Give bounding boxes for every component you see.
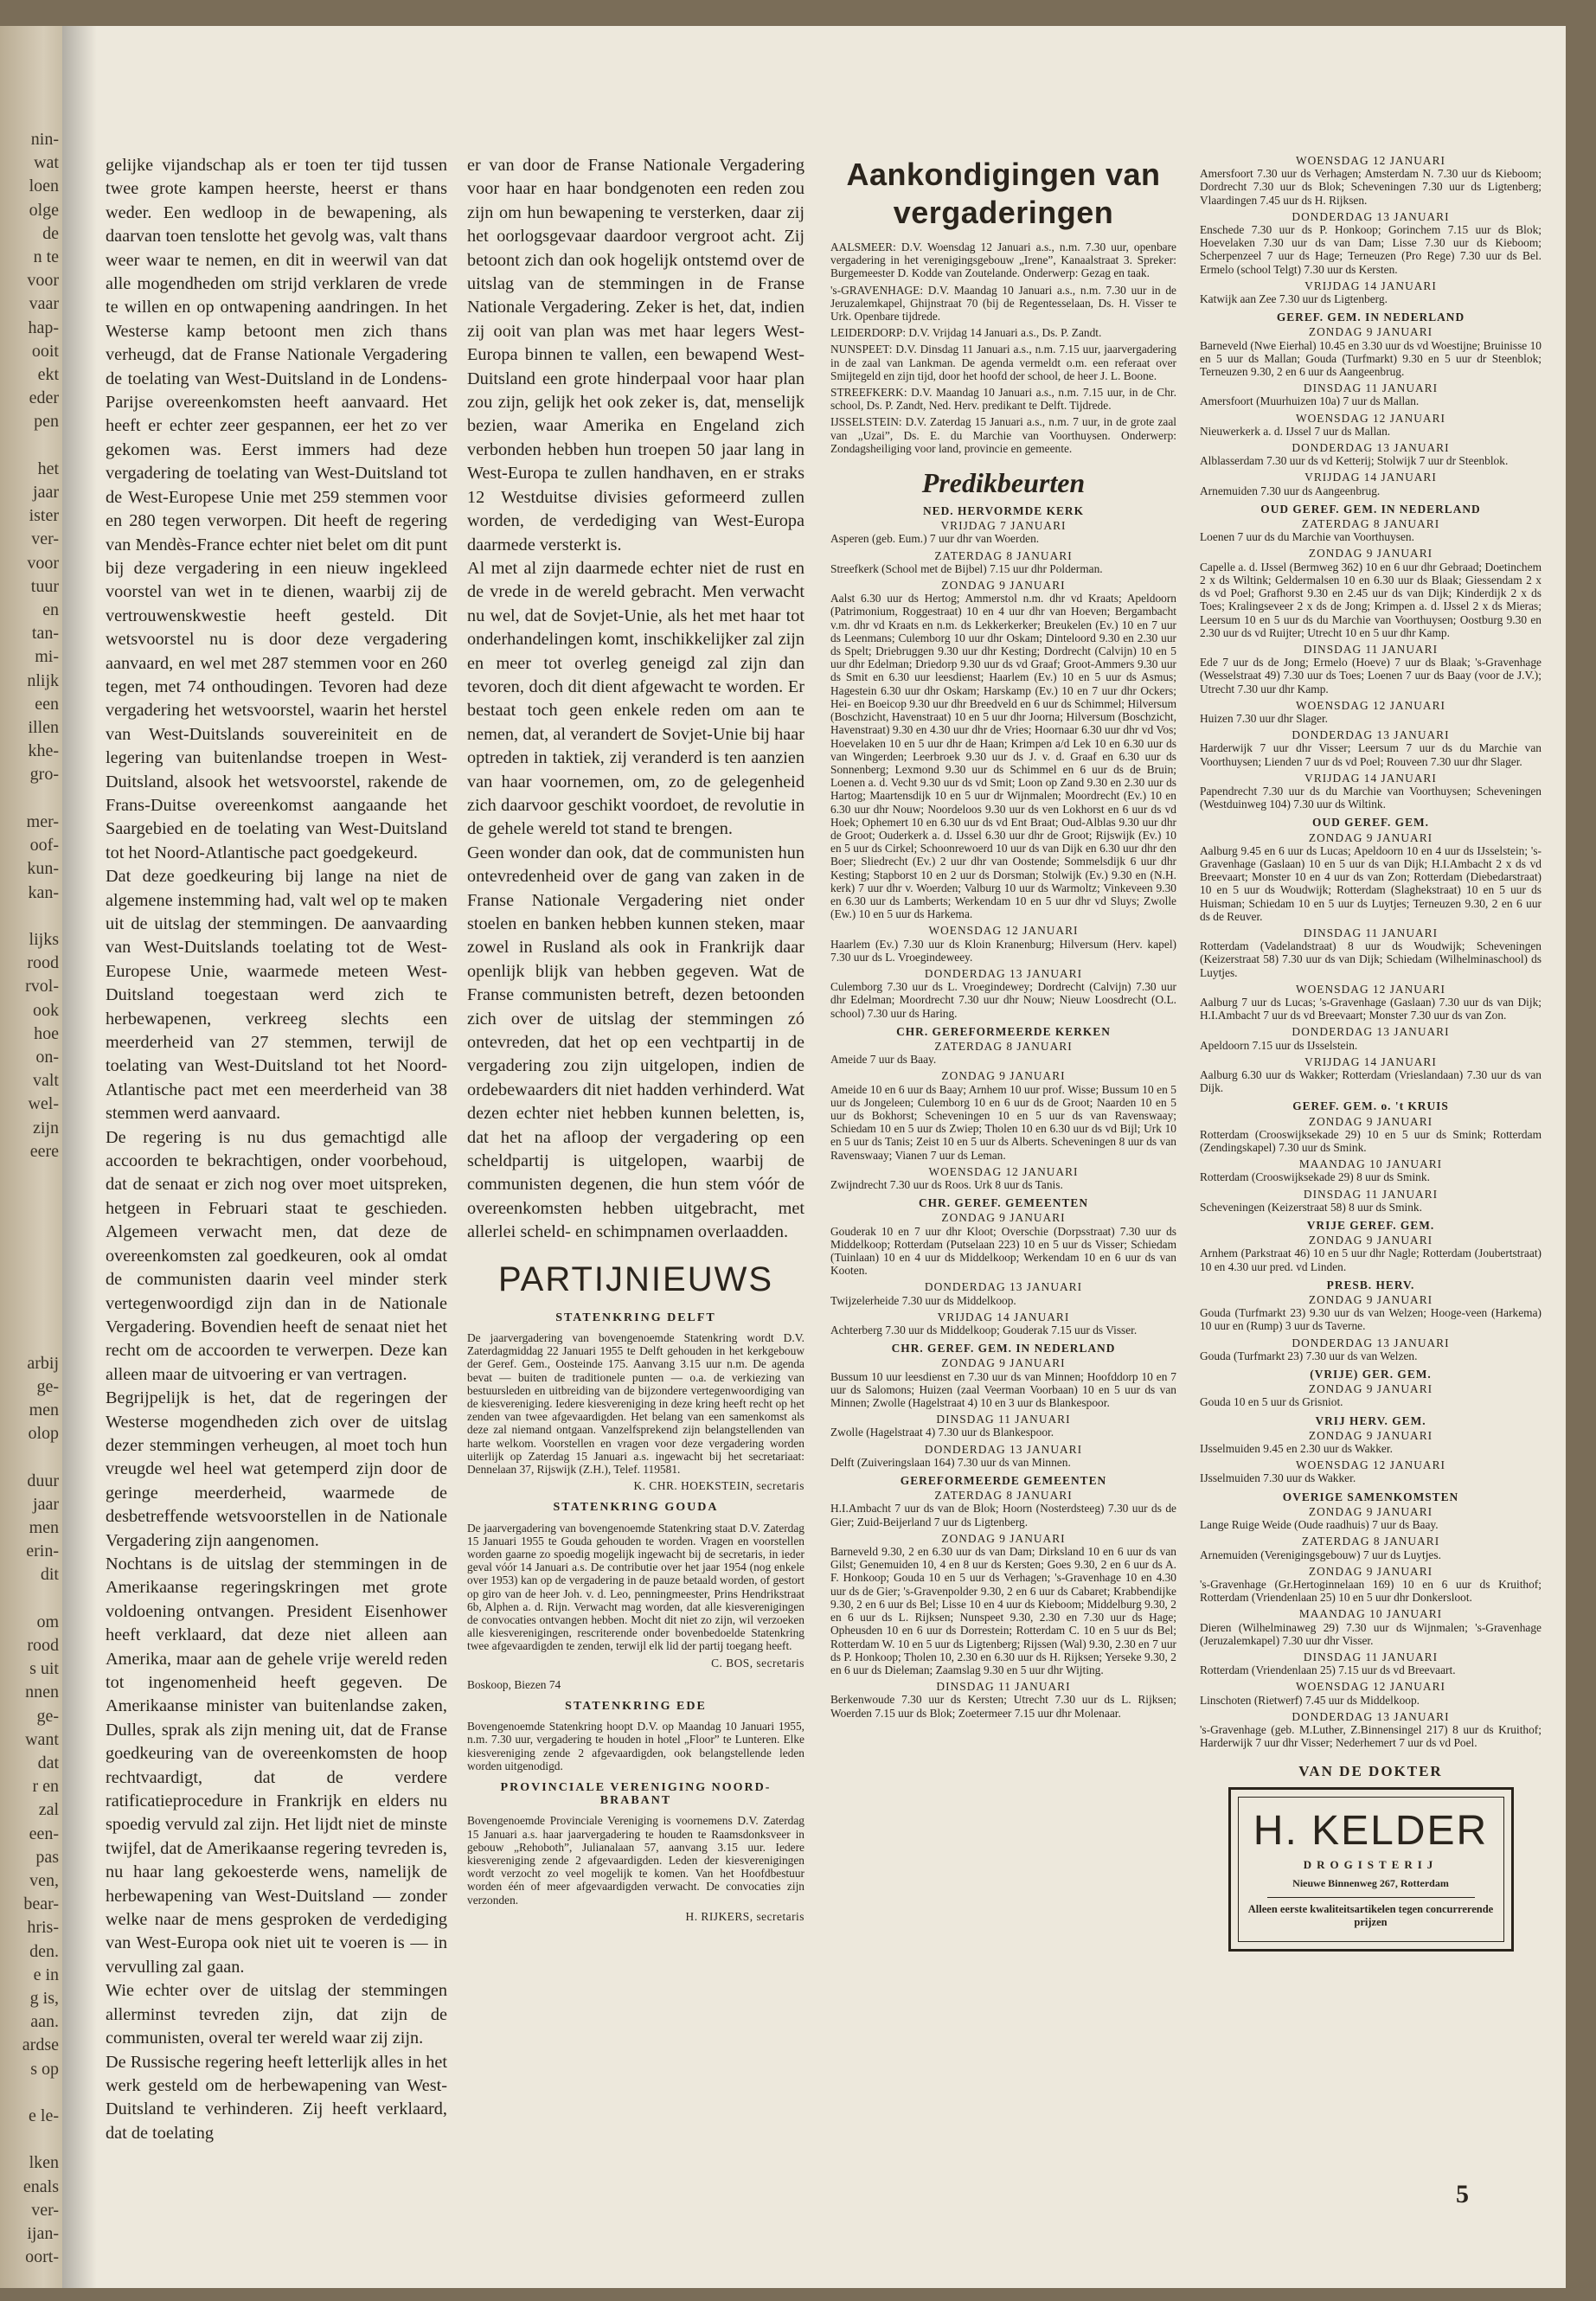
column-4 xyxy=(1200,154,1542,1952)
service-listing: Enschede 7.30 uur ds P. Honkoop; Gorinchem 7.15 uur ds Blok; Hoevelaken 7.30 uur ds van Dam; Lisse 7.30 uur ds Kieboom; Scherpenzeel 7 uur ds Hage; Terneuzen (Pro Rege) 7.30 uur ds Bel. Ermelo (school Telgt) 7.30 uur ds Kersten. xyxy=(1200,223,1542,276)
edge-fragment: jaar xyxy=(33,483,59,503)
day-heading: DONDERDAG 13 JANUARI xyxy=(1292,1025,1450,1039)
announcement-entry: 's-GRAVENHAGE: D.V. Maandag 10 Januari a.s., n.m. 7.30 uur in de Jeruzalemkapel, Ghijnstraat 70 (bij de Regentesselaan, Ds. H. Visser te Urk. Openbare tijdrede. xyxy=(830,283,1176,324)
edge-fragment xyxy=(0,1587,62,1611)
edge-fragment: ver- xyxy=(31,529,59,549)
edge-fragment: hap- xyxy=(28,317,59,337)
edge-fragment: voor xyxy=(27,553,59,573)
edge-fragment: wat xyxy=(34,153,59,173)
edge-fragment: en xyxy=(42,600,59,620)
announcement-entry: AALSMEER: D.V. Woensdag 12 Januari a.s., n.m. 7.30 uur, openbare vergadering in het verenigingsgebouw „Irene”, Kanaalstraat 3. Spreker: Burgemeester D. Kodde van Zoutelande. Onderwerp: Gezag en taak. xyxy=(830,240,1176,280)
edge-fragment: lijks xyxy=(29,929,59,949)
article-continuation-2 xyxy=(467,154,804,1245)
edge-fragment: een- xyxy=(29,1823,59,1843)
article-paragraph: Begrijpelijk is het, dat de regeringen der Westerse mogendheden zich over de uitslag dezer stemmingen verheugen, al moet toch hun vreugde wel heel wat getemperd zijn door de geringe meerderheid, waarmede de desbetreffende wetsvoorstellen in de Nationale Vergadering zijn aangenomen. xyxy=(106,1388,447,1550)
edge-fragment: want xyxy=(25,1729,59,1749)
day-heading: ZONDAG 9 JANUARI xyxy=(1308,1428,1433,1442)
advert-inner xyxy=(1238,1797,1504,1942)
article-continuation xyxy=(106,154,447,2145)
church-heading: OUD GEREF. GEM. xyxy=(1311,816,1430,830)
day-heading: ZATERDAG 8 JANUARI xyxy=(1301,1535,1440,1548)
edge-fragment: vaar xyxy=(29,294,59,314)
service-listing: Twijzelerheide 7.30 uur ds Middelkoop. xyxy=(830,1293,1016,1307)
day-heading: ZONDAG 9 JANUARI xyxy=(941,579,1066,593)
edge-fragment: tan- xyxy=(31,624,59,644)
day-heading: ZONDAG 9 JANUARI xyxy=(941,1356,1066,1370)
service-listing: Asperen (geb. Eum.) 7 uur dhr van Woerden. xyxy=(830,532,1040,546)
section-heading: STATENKRING DELFT xyxy=(555,1311,716,1324)
section-heading: STATENKRING GOUDA xyxy=(553,1501,719,1515)
day-heading: ZONDAG 9 JANUARI xyxy=(941,1211,1066,1225)
day-heading: ZONDAG 9 JANUARI xyxy=(1308,1293,1433,1307)
day-heading: WOENSDAG 12 JANUARI xyxy=(1296,698,1445,712)
service-listing: Zwolle (Hagelstraat 4) 7.30 uur ds Blankespoor. xyxy=(830,1426,1054,1439)
day-heading: ZATERDAG 8 JANUARI xyxy=(934,1489,1073,1503)
section-signature: C. BOS, secretaris xyxy=(711,1656,804,1670)
day-heading: VRIJDAG 14 JANUARI xyxy=(1304,471,1437,484)
day-heading: DINSDAG 11 JANUARI xyxy=(1303,1187,1439,1201)
service-listing: Berkenwoude 7.30 uur ds Kersten; Utrecht 7.30 uur ds L. Rijksen; Woerden 7.15 uur ds Blok; Zoetermeer 7.15 uur dhr Molenaar. xyxy=(830,1693,1176,1720)
service-listing: Ameide 7 uur ds Baay. xyxy=(830,1053,937,1067)
service-listing: Amersfoort 7.30 uur ds Verhagen; Amsterdam N. 7.30 uur ds Kieboom; Dordrecht 7.30 uur ds Blok; Scheveningen 7.30 uur ds Ligtenberg; Vlaardingen 7.45 uur ds H. Rijksen. xyxy=(1200,167,1542,207)
day-heading: DINSDAG 11 JANUARI xyxy=(936,1413,1071,1426)
advert-address: Nieuwe Binnenweg 267, Rotterdam xyxy=(1292,1877,1449,1890)
service-listing: Streefkerk (School met de Bijbel) 7.15 uur dhr Polderman. xyxy=(830,561,1103,575)
edge-fragment: ge- xyxy=(36,1706,59,1726)
church-heading: (VRIJE) GER. GEM. xyxy=(1310,1368,1432,1381)
service-listing: Loenen 7 uur ds du Marchie van Voorthuysen. xyxy=(1200,530,1414,544)
edge-fragment: rood xyxy=(27,953,59,973)
service-listing: Scheveningen (Keizerstraat 58) 8 uur ds Smink. xyxy=(1200,1200,1422,1214)
edge-fragment: erin- xyxy=(26,1541,59,1561)
day-heading: DINSDAG 11 JANUARI xyxy=(1303,1650,1439,1663)
edge-fragment: pen xyxy=(34,412,59,432)
service-listing: Arnemuiden 7.30 uur ds Aangeenbrug. xyxy=(1200,484,1381,497)
edge-spacer xyxy=(0,26,62,128)
service-listing: Aalburg 6.30 uur ds Wakker; Rotterdam (Vrieslandaan) 7.30 uur ds van Dijk. xyxy=(1200,1068,1542,1095)
service-listing: Capelle a. d. IJssel (Bermweg 362) 10 en 6 uur dhr Gebraad; Doetinchem 2 x ds Wiltink; Geldermalsen 10 en 6.30 uur ds Blaak; Giessendam 2 x ds vd Poel; Grafhorst 9.30 en 2.45 uur ds van Dijk; Kinderdijk 2 x ds Toes; Kralingseveer 2 x ds de Jong; Krimpen a. d. IJssel 2 x ds Mieras; Leersum 10 en 5 uur ds du Marchie van Voorthuysen; Oostburg 9.30 en 2.30 uur ds vd Ruijter; Utrecht 10 en 5 uur dhr Kamp. xyxy=(1200,560,1542,639)
church-heading: OUD GEREF. GEM. IN NEDERLAND xyxy=(1260,502,1481,516)
day-heading: VRIJDAG 14 JANUARI xyxy=(1304,1054,1437,1068)
edge-fragment: pas xyxy=(35,1847,59,1867)
service-listing: Aalburg 7 uur ds Lucas; 's-Gravenhage (Gaslaan) 7.30 uur ds van Dijk; H.I.Ambacht 7 uur ds vd Breevaart; Monster 7.30 uur ds van Zon. xyxy=(1200,995,1542,1022)
edge-fragment: n te xyxy=(33,247,59,267)
service-listing: Harderwijk 7 uur dhr Visser; Leersum 7 uur ds du Marchie van Voorthuysen; Lienden 7 uur ds vd Poel; Rouveen 7.30 uur dhr Slager. xyxy=(1200,741,1542,768)
day-heading: WOENSDAG 12 JANUARI xyxy=(928,1164,1079,1178)
edge-fragment: g is, xyxy=(29,1989,59,2009)
edge-fragment: s uit xyxy=(29,1659,59,1679)
day-heading: ZATERDAG 8 JANUARI xyxy=(1301,517,1440,531)
article-paragraph: Geen wonder dan ook, dat de communisten hun ontevredenheid over de gang van zaken in de Franse Nationale Vergadering niet onder stoelen en banken hebben kunnen steken, maar zowel in Rusland als ook in Frankrijk daar openlijk blijk van hebben gegeven. Wat de Franse communisten betreft, dezen betoonden zich over de uitslag der stemmingen zó ontevreden, dat het op een vechtpartij in de vergadering zou zijn uitgelopen, indien de ordebewaarders dit niet hadden verhinderd. Wat dezen echter niet hebben kunnen beletten, is, dat het na afloop der vergadering op een scheldpartij is uitgelopen, waarbij de communisten degenen, die hun stem vóór de overeenkomsten hebben uitgebracht, met allerlei scheld- en schimpnamen overlaadden. xyxy=(467,843,804,1242)
church-heading: NED. HERVORMDE KERK xyxy=(922,504,1085,518)
day-heading: ZONDAG 9 JANUARI xyxy=(941,1069,1066,1083)
edge-fragment: hoe xyxy=(34,1023,59,1043)
edge-fragment: r en xyxy=(32,1777,59,1797)
service-listing: Dieren (Wilhelminaweg 29) 7.30 uur ds Wijnmalen; 's-Gravenhage (Jeruzalemkapel) 7.30 uur dhr Visser. xyxy=(1200,1620,1542,1647)
day-heading: ZONDAG 9 JANUARI xyxy=(1308,1382,1433,1396)
predikbeurten-blocks xyxy=(830,504,1176,1720)
edge-fragment: bear- xyxy=(23,1894,59,1914)
service-listing: Rotterdam (Crooswijksekade 29) 8 uur ds Smink. xyxy=(1200,1170,1430,1184)
article-paragraph: De regering is nu dus gemachtigd alle accoorden te bekrachtigen, onder voorbehoud, dat de senaat er zich nog over moet uitspreken, hetgeen in Februari staat te geschieden. Algemeen verwacht men, dat deze de overeenkomsten zal goedkeuren, ook al omdat de communisten daarin veel minder sterk vertegenwoordigd zijn dan in de Nationale Vergadering. Bovendien heeft de senaat niet het recht om de accoorden te verwerpen. Deze kan alleen maar de uitvoering er van vertragen. xyxy=(106,1127,447,1384)
edge-fragment xyxy=(0,1258,62,1281)
day-heading: WOENSDAG 12 JANUARI xyxy=(1296,411,1445,425)
service-listing: Gouda (Turfmarkt 23) 7.30 uur ds van Welzen. xyxy=(1200,1349,1418,1362)
column-2 xyxy=(467,154,804,1932)
page-number: 5 xyxy=(1456,2180,1469,2208)
day-heading: DINSDAG 11 JANUARI xyxy=(936,1680,1071,1694)
service-listing: Katwijk aan Zee 7.30 uur ds Ligtenberg. xyxy=(1200,292,1388,306)
edge-fragment: ge- xyxy=(36,1376,59,1396)
service-listing: IJsselmuiden 9.45 en 2.30 uur ds Wakker. xyxy=(1200,1442,1393,1456)
advert-box xyxy=(1228,1787,1514,1952)
day-heading: VRIJDAG 7 JANUARI xyxy=(940,519,1067,533)
edge-fragment xyxy=(0,787,62,811)
section-heading: STATENKRING EDE xyxy=(565,1699,707,1713)
church-heading: PRESB. HERV. xyxy=(1326,1278,1415,1292)
edge-fragment: den. xyxy=(29,1941,59,1961)
edge-fragment: duur xyxy=(27,1471,59,1490)
day-heading: MAANDAG 10 JANUARI xyxy=(1298,1157,1443,1171)
day-heading: WOENSDAG 12 JANUARI xyxy=(1296,982,1445,996)
edge-fragment: oof- xyxy=(29,836,59,856)
service-listing: Haarlem (Ev.) 7.30 uur ds Kloin Kranenburg; Hilversum (Herv. kapel) 7.30 uur ds L. Vroegindeweey. xyxy=(830,937,1176,964)
column-3 xyxy=(830,156,1176,1723)
edge-fragment: zijn xyxy=(33,1118,59,1138)
edge-fragment: s op xyxy=(30,2059,59,2079)
day-heading: ZATERDAG 8 JANUARI xyxy=(934,1039,1073,1053)
edge-fragment: lken xyxy=(29,2153,59,2173)
day-heading: DINSDAG 11 JANUARI xyxy=(1303,642,1439,656)
service-listing: Gouderak 10 en 7 uur dhr Kloot; Overschie (Dorpsstraat) 7.30 uur ds Middelkoop; Rotterdam (Putselaan 223) 10 en 5 uur ds Visser; Schiedam (Tuinlaan) 10 en 4 uur ds Middelkoop; Werkendam 10 en 6 uur ds van Kooten. xyxy=(830,1224,1176,1278)
article-paragraph: Wie echter over de uitslag der stemmingen allerminst tevreden zijn, dat zijn de communisten, overal ter wereld waar zij zijn. xyxy=(106,1981,447,2048)
day-heading: WOENSDAG 12 JANUARI xyxy=(928,924,1079,938)
day-heading: WOENSDAG 12 JANUARI xyxy=(1296,1680,1445,1694)
edge-fragment: ver- xyxy=(31,2200,59,2220)
edge-fragment xyxy=(0,1210,62,1234)
edge-fragment: jaar xyxy=(33,1494,59,1514)
advert-name: H. KELDER xyxy=(1253,1808,1489,1855)
partijnieuws-title: PARTIJNIEUWS xyxy=(497,1259,774,1298)
advert-tagline: Alleen eerste kwaliteitsartikelen tegen concurrerende prijzen xyxy=(1247,1903,1494,1929)
day-heading: ZONDAG 9 JANUARI xyxy=(1308,1114,1433,1128)
advert-subtitle: DROGISTERIJ xyxy=(1303,1858,1439,1872)
edge-fragment xyxy=(0,905,62,928)
column-1 xyxy=(106,154,447,2145)
service-listing: Nieuwerkerk a. d. IJssel 7 uur ds Mallan. xyxy=(1200,424,1391,438)
day-heading: DONDERDAG 13 JANUARI xyxy=(924,1442,1083,1456)
predikbeurten-continued xyxy=(1200,154,1542,1749)
service-listing: Arnemuiden (Verenigingsgebouw) 7 uur ds Luytjes. xyxy=(1200,1548,1441,1561)
edge-fragment xyxy=(0,1163,62,1187)
section-address: Boskoop, Biezen 74 xyxy=(467,1677,561,1691)
service-listing: Ede 7 uur ds de Jong; Ermelo (Hoeve) 7 uur ds Blaak; 's-Gravenhage (Wesselstraat 49) 7.30 uur ds Toes; Loenen 7 uur ds Baay (voor de J.V.); Utrecht 7.30 uur dhr Kamp. xyxy=(1200,656,1542,695)
edge-fragment: ister xyxy=(29,506,59,526)
day-heading: DONDERDAG 13 JANUARI xyxy=(1292,1709,1450,1723)
edge-fragment: voor xyxy=(27,271,59,291)
day-heading: DINSDAG 11 JANUARI xyxy=(1303,381,1439,395)
edge-fragment: nlijk xyxy=(27,670,59,690)
day-heading: ZONDAG 9 JANUARI xyxy=(1308,325,1433,339)
church-heading: OVERIGE SAMENKOMSTEN xyxy=(1282,1490,1459,1503)
advert-rule xyxy=(1267,1897,1475,1898)
aankondigingen-entries xyxy=(830,240,1176,455)
church-heading: CHR. GEREF. GEM. IN NEDERLAND xyxy=(891,1342,1116,1356)
service-listing: Barneveld (Nwe Eierhal) 10.45 en 3.30 uur ds vd Woestijne; Bruinisse 10 en 5 uur ds Mallan; Gouda (Turfmarkt) 9.30 en 5 uur dr Steenblok; Terneuzen 9.30, 2 en 6 uur ds Aangeenbrug. xyxy=(1200,338,1542,379)
day-heading: DONDERDAG 13 JANUARI xyxy=(924,966,1083,980)
day-heading: DONDERDAG 13 JANUARI xyxy=(1292,209,1450,223)
article-paragraph: Dat deze goedkeuring bij lange na niet de algemene instemming had, valt wel op te maken uit de uitslag der stemmingen. De aanvaarding van West-Duitslands toelating tot de West-Europese Unie, waarmede meteen West-Duitsland toegestaan werd zich te herbewapenen, verkreeg slechts een meerderheid van 27 stemmen, terwijl de toelating van West-Duitsland tot het Noord-Atlantische pact met een meerderheid van 38 stemmen werd aanvaard. xyxy=(106,867,447,1124)
edge-fragment xyxy=(0,1187,62,1210)
edge-fragment: ardse xyxy=(22,2035,59,2055)
service-listing: Rotterdam (Crooswijksekade 29) 10 en 5 uur ds Smink; Rotterdam (Zendingskapel) 7.30 uur ds Smink. xyxy=(1200,1127,1542,1155)
service-listing: Aalst 6.30 uur ds Hertog; Ammerstol n.m. dhr vd Kraats; Apeldoorn (Patrimonium, Roggestraat) 10 en 4 uur dhr van Hoeven; Bergambacht v.m. dhr vd Kraats en n.m. ds Lekkerkerker; Breukelen (Ev.) 10 en 7 uur ds Leenmans; Culemborg 10 uur dhr Oskam; Dinteloord 9.30 en 2.30 uur ds Spelt; Driebruggen 9.30 uur dhr Kesting; Dordrecht (Calvijn) 10 en 5 uur dhr Edelman; Driedorp 9.30 uur ds vd Graaf; Groot-Ammers 9.30 uur ds Smit en 6.30 uur leesdienst; Haarlem (Ev.) 10 en 5 uur ds Asmus; Hagestein 6.30 uur dhr Oskam; Harskamp (Ev.) 10 en 7 uur dhr Ockers; Hei- en Boeicop 9.30 uur dhr Breedveld en 6 uur ds Schimmel; Hilversum (Boschzicht, Havenstraat) 10 en 5 uur dhr Joorna; Hilversum (Boschzicht, Havenstraat) 9.30 en 4.30 uur dhr de Vries; Hoornaar 6.30 uur dhr vd Vos; Hoevelaken 10 en 5 uur dhr de Haan; Krimpen a/d Lek 10 en 6.30 uur ds van Wingerden; Leerbroek 9.30 uur ds J. v. d. Graaf en 6.30 uur ds Sonnenberg; Lexmond 9.30 uur ds Schimmel en 6 uur ds de Bruin; Loenen a. d. Vecht 9.30 uur ds vd Smit; Loon op Zand 9.30 en 2.30 uur ds Hartog; Maartensdijk 10 en 5 uur dr Wijnmalen; Moordrecht (Ev.) 10 en 6.30 uur dhr Nouw; Noordeloos 9.30 uur ds ven Lokhorst en 6 uur ds vd Hoek; Ophemert 10 en 6.30 uur ds vd Ent Braat; Oud-Alblas 9.30 uur dhr de Groot; Ouderkerk a. d. IJssel 6.30 uur dhr de Groot; Rijswijk (Ev.) 10 en 5 uur ds Cirkel; Schoonrewoerd 10 uur ds van Dijk en 6.30 uur dhr den Boer; Sliedrecht (Ev.) 2 uur dhr van Oostende; Sommelsdijk 6 uur dhr Kesting; Stapborst 10 en 2 uur ds Dorsman; Stolwijk (Ev.) 9.30 en (N.H. kerk) 7 uur dhr v. Woerden; Valburg 10 uur ds Warmoltz; Vinkeveen 9.30 en 6.30 uur ds Lamberts; Werkendam 10 en 5 uur dhr vd Sluys; Zwolle (Ew.) 10 en 5 uur ds Harkema. xyxy=(830,592,1176,921)
edge-fragment xyxy=(0,434,62,458)
day-heading: DONDERDAG 13 JANUARI xyxy=(924,1280,1083,1294)
service-listing: 's-Gravenhage (Gr.Hertoginnelaan 169) 10 en 6 uur ds Kruithof; Rotterdam (Vriendenlaan 25) 10 en 5 uur dhr Donkersloot. xyxy=(1200,1577,1542,1605)
service-listing: Achterberg 7.30 uur ds Middelkoop; Gouderak 7.15 uur ds Visser. xyxy=(830,1324,1138,1337)
church-heading: VRIJ HERV. GEM. xyxy=(1315,1413,1426,1427)
edge-fragment: enals xyxy=(22,2176,59,2196)
aankondigingen-title: Aankondigingen van vergaderingen xyxy=(846,157,1161,230)
edge-fragment xyxy=(0,2128,62,2151)
day-heading: ZONDAG 9 JANUARI xyxy=(1308,830,1433,844)
service-listing: H.I.Ambacht 7 uur ds van de Blok; Hoorn (Nosterdsteeg) 7.30 uur ds de Gier; Zuid-Beijerland 7 uur ds Ligtenberg. xyxy=(830,1502,1176,1529)
day-heading: DONDERDAG 13 JANUARI xyxy=(1292,728,1450,742)
edge-fragment: loen xyxy=(29,176,59,196)
day-heading: VRIJDAG 14 JANUARI xyxy=(1304,279,1437,292)
edge-fragment: het xyxy=(37,458,59,478)
church-heading: GEREFORMEERDE GEMEENTEN xyxy=(900,1474,1107,1488)
newspaper-page xyxy=(62,26,1566,2288)
edge-fragment: de xyxy=(42,223,59,243)
edge-fragment: rvol- xyxy=(25,977,59,997)
edge-fragment: e in xyxy=(33,1965,59,1984)
day-heading: MAANDAG 10 JANUARI xyxy=(1298,1607,1443,1621)
article-paragraph: gelijke vijandschap als er toen ter tijd tussen twee grote kampen heerste, heerst er thans weder. Een wedloop in de bewapening, als daarvan toen tenslotte het gevolg was, valt thans weer waar te nemen, en dit in weerwil van dat alle mogendheden om strijd verklaren de vrede te willen en op ontwapening aandringen. In het Westerse kamp betoont men zich thans verheugd, dat de Franse Nationale Vergadering de toelating van West-Duitsland in de Londens-Parijse overeenkomsten heeft aanvaard. Het heeft er echter zeer gespannen, eer het zo ver gekomen was. Eerst immers had deze vergadering de toelating van West-Duitsland tot de West-Europese Unie met 259 stemmen voor en 280 tegen verworpen. Dit heeft de regering van Mendès-France echter niet belet om dit punt bij deze vergadering in een nieuw ingekleed voorstel van wet in te dienen, waarbij zij de vertrouwenskwestie heeft gesteld. Dit wetsvoorstel nu is door deze vergadering aanvaard, en wel met 287 stemmen voor en 260 tegen, met 74 onthoudingen. Tevoren had deze vergadering het wetsvoorstel, waarin het herstel van West-Duitslands souvereiniteit en de legering van buitenlandse troepen in West-Duitsland, alsook het wetsvoorstel, rakende de Frans-Duitse overeenkomst aangaande het Saargebied en de toelating van West-Duitsland tot het Noord-Atlantische pact goedgekeurd. xyxy=(106,156,447,862)
edge-fragment xyxy=(0,1281,62,1304)
service-listing: Alblasserdam 7.30 uur ds vd Ketterij; Stolwijk 7 uur dr Steenblok. xyxy=(1200,454,1509,468)
announcement-entry: LEIDERDORP: D.V. Vrijdag 14 Januari a.s., Ds. P. Zandt. xyxy=(830,326,1102,340)
edge-fragment: mer- xyxy=(26,811,59,831)
edge-fragment: ijan- xyxy=(27,2224,59,2244)
predikbeurten-title: Predikbeurten xyxy=(921,467,1086,499)
service-listing: Delft (Zuiveringslaan 164) 7.30 uur ds van Minnen. xyxy=(830,1455,1071,1469)
day-heading: ZONDAG 9 JANUARI xyxy=(941,1531,1066,1545)
announcement-entry: IJSSELSTEIN: D.V. Zaterdag 15 Januari a.s., n.m. 7 uur, in de grote zaal van „Uzai”, Ds. E. du Marchie van Voorthuysen. Onderwerp: Zondagsheiliging voor land, provincie en gemeente. xyxy=(830,415,1176,455)
article-paragraph: er van door de Franse Nationale Vergadering voor haar en haar bondgenoten een reden zou zijn om hun bewapening te versterken, daar zij het oorlogsgevaar daardoor vergroot acht. Zij betoont zich dan ook hogelijk ontstemd over de uitslag van de stemmingen in de Franse Nationale Vergadering. Zeker is het, dat, indien zij ooit van plan was met haar legers West-Europa binnen te vallen, een bewapend West-Duitsland een grote hinderpaal voor haar plan zou zijn, gelijk het ook zeker is, dat, menselijk bezien, waar Amerika en Engeland zich verbonden hebben hun troepen 50 jaar lang in West-Europa te zullen handhaven, en er straks 12 Westduitse divisies geformeerd zullen worden, de verdediging van West-Europa daarmede versterkt is. xyxy=(467,156,804,554)
service-listing: Bussum 10 uur leesdienst en 7.30 uur ds van Minnen; Hoofddorp 10 en 7 uur ds Salomons; Huizen (zaal Veerman Voorbaan) 10 en 5 uur ds van Minnen; Zwolle (Hagelstraat 4) 10 en 3 uur ds Blankespoor. xyxy=(830,1369,1176,1410)
edge-fragment: aan. xyxy=(30,2012,59,2032)
service-listing: Papendrecht 7.30 uur ds du Marchie van Voorthuysen; Scheveningen (Westduinweg 104) 7.30 uur ds Wiltink. xyxy=(1200,784,1542,811)
section-heading: PROVINCIALE VERENIGING NOORD-BRABANT xyxy=(500,1780,772,1808)
edge-fragment: tuur xyxy=(30,576,59,596)
day-heading: ZATERDAG 8 JANUARI xyxy=(934,548,1073,562)
partijnieuws-sections xyxy=(467,1311,804,1923)
edge-fragment: wel- xyxy=(28,1094,59,1114)
left-edge-strip xyxy=(0,26,62,2288)
day-heading: ZONDAG 9 JANUARI xyxy=(1308,1564,1433,1578)
service-listing: Huizen 7.30 uur dhr Slager. xyxy=(1200,711,1329,725)
edge-fragment: khe- xyxy=(28,741,59,761)
edge-fragment: hris- xyxy=(27,1918,59,1938)
service-listing: Zwijndrecht 7.30 uur ds Roos. Urk 8 uur ds Tanis. xyxy=(830,1178,1063,1191)
edge-fragment xyxy=(0,1445,62,1469)
church-heading: CHR. GEREFORMEERDE KERKEN xyxy=(896,1024,1111,1038)
edge-fragment xyxy=(0,1234,62,1258)
service-listing: Culemborg 7.30 uur ds L. Vroegindewey; Dordrecht (Calvijn) 7.30 uur dhr Edelman; Moordrecht 7.30 uur dhr Nouw; Nieuw Loosdrecht (O.L. school) 7.30 uur ds Haring. xyxy=(830,980,1176,1020)
edge-fragment: eere xyxy=(29,1141,59,1161)
section-signature: H. RIJKERS, secretaris xyxy=(685,1909,804,1923)
edge-fragment: illen xyxy=(28,718,59,738)
section-text: Bovengenoemde Statenkring hoopt D.V. op Maandag 10 Januari 1955, n.m. 7.30 uur, vergadering te houden in hotel „Floor” te Lunteren. Elke kiesvereniging zende 2 afgevaardigden, ook belangstellende leden worden uitgenodigd. xyxy=(467,1720,804,1772)
announcement-entry: NUNSPEET: D.V. Dinsdag 11 Januari a.s., n.m. 7.15 uur, jaarvergadering in de zaal van Lankman. De agenda vermeldt o.m. een referaat over Smijtegeld en zijn tijd, door het hoofd der school, de heer J. L. Boone. xyxy=(830,343,1176,382)
day-heading: VRIJDAG 14 JANUARI xyxy=(937,1310,1070,1324)
edge-fragment: ven, xyxy=(29,1871,59,1891)
church-heading: CHR. GEREF. GEMEENTEN xyxy=(918,1196,1089,1210)
edge-fragment: ook xyxy=(33,1000,59,1020)
church-heading: VRIJE GEREF. GEM. xyxy=(1306,1219,1435,1233)
edge-fragment: mi- xyxy=(35,647,59,667)
service-listing: Barneveld 9.30, 2 en 6.30 uur ds van Dam; Dirksland 10 en 6 uur ds van Gilst; Genemuiden 10, 4 en 8 uur ds Kersten; Goes 9.30, 2 en 6 uur ds A. F. Honkoop; Gouda 10 en 5 uur ds Verhagen; 's-Gravenhage 10 en 4.30 uur ds de Gier; 's-Gravenpolder 9.30, 2 en 6 uur ds Cabaret; Krabbendijke 9.30, 2 en 6 uur ds Bel; Lisse 10 en 4 uur ds Kieboom; Middelburg 9.30, 2 en 6 uur ds L. Rijksen; Nunspeet 9.30, 2.30 en 7.30 uur ds Hage; Opheusden 10 en 6 uur ds Dorrestein; Rotterdam C. 10 en 5 uur ds Bel; Rotterdam W. 10 en 5 uur ds Ligtenberg; Rijssen (Wal) 9.30, 2.30 en 7 uur ds P. Honkoop; Tholen 10, 2.30 en 6.30 uur ds H. Rijksen; Yerseke 9.30, 2 en 6 uur ds Dieleman; Zaamslag 9.30 en 5 uur dhr Wijting. xyxy=(830,1545,1176,1676)
day-heading: VRIJDAG 14 JANUARI xyxy=(1304,771,1437,785)
section-text: Bovengenoemde Provinciale Vereniging is voornemens D.V. Zaterdag 15 Januari a.s. haar jaarvergadering te houden te Raamsdonksveer in gebouw „Rehoboth”, Julianalaan 57, aanvang 3.15 uur. Iedere kiesvereniging zende 2 afgevaardigden. Leden der kiesverenigingen wordt verzocht zo veel mogelijk te komen. Van het Hoofdbestuur worden één of meer afgevaardigden verwacht. De convocaties zijn verzonden. xyxy=(467,1814,804,1907)
service-listing: Arnhem (Parkstraat 46) 10 en 5 uur dhr Nagle; Rotterdam (Joubertstraat) 10 en 4.30 uur pred. vd Linden. xyxy=(1200,1247,1542,1273)
edge-fragment: om xyxy=(36,1612,59,1631)
edge-fragment: olop xyxy=(28,1424,59,1444)
article-paragraph: De Russische regering heeft letterlijk alles in het werk gesteld om de herbewapening van West-Duitsland te verhinderen. Zij heeft verklaard, dat de toelating xyxy=(106,2052,447,2143)
edge-fragment xyxy=(0,2081,62,2105)
edge-fragment: arbij xyxy=(27,1353,59,1373)
service-listing: Linschoten (Rietwerf) 7.45 uur ds Middelkoop. xyxy=(1200,1693,1420,1707)
service-listing: Rotterdam (Vriendenlaan 25) 7.15 uur ds vd Breevaart. xyxy=(1200,1663,1456,1677)
service-listing: Lange Ruige Weide (Oude raadhuis) 7 uur ds Baay. xyxy=(1200,1518,1439,1532)
day-heading: WOENSDAG 12 JANUARI xyxy=(1296,1458,1445,1472)
day-heading: ZONDAG 9 JANUARI xyxy=(1308,1234,1433,1247)
day-heading: WOENSDAG 12 JANUARI xyxy=(1296,154,1445,167)
edge-fragment: eder xyxy=(29,388,59,408)
edge-fragment: rood xyxy=(27,1636,59,1655)
edge-fragment: kun- xyxy=(27,859,59,879)
edge-fragment: e le- xyxy=(29,2106,59,2126)
edge-fragment: gro- xyxy=(29,765,59,785)
edge-fragment: nin- xyxy=(30,130,59,149)
service-listing: Gouda (Turfmarkt 23) 9.30 uur ds van Welzen; Hooge-veen (Harkema) 10 uur en (Rump) 3 uur ds Taverne. xyxy=(1200,1306,1542,1333)
edge-fragment: ekt xyxy=(37,365,59,385)
day-heading: ZONDAG 9 JANUARI xyxy=(1308,1504,1433,1518)
edge-fragment: dit xyxy=(40,1565,59,1585)
article-paragraph: Nochtans is de uitslag der stemmingen in de Amerikaanse regeringskringen met grote voldoening ontvangen. President Eisenhower heeft verklaard, dat deze niet alleen aan Amerika, maar aan de gehele vrije wereld reden tot ingenomenheid heeft gegeven. De Amerikaanse minister van buitenlandse zaken, Dulles, sprak als zijn mening uit, dat de Franse goedkeuring van de overeenkomsten de hoop rechtvaardigt, dat de verdere ratificatieprocedure in Frankrijk en elders nu spoedig vervuld zal zijn. Het lijdt niet de minste twijfel, dat de Amerikaanse regering tevreden is, nu haar lang gekoesterde wens, namelijk de herbewapening van West-Duitsland — zonder welke naar de mens gesproken de verdediging van West-Europa ook niet uit te voeren is — in vervulling zal gaan. xyxy=(106,1554,447,1977)
service-listing: Ameide 10 en 6 uur ds Baay; Arnhem 10 uur prof. Wisse; Bussum 10 en 5 uur ds Jongeleen; Culemborg 10 en 6 uur ds de Groot; Naarden 10 en 5 uur ds Bokhorst; Scheveningen 10 en 5 uur ds van Ravenswaay; Schiedam 10 en 5 uur ds Zwiep; Tholen 10 en 6.30 uur ds vd Bijl; Urk 10 en 5 uur ds Tanis; Zeist 10 en 5 uur ds Alberts. Scheveningen 8 uur ds van Ravenswaay; Vianen 7 uur ds Leman. xyxy=(830,1082,1176,1162)
article-paragraph: Al met al zijn daarmede echter niet de rust en de vrede in de wereld gebracht. Men verwacht nu wel, dat de Sovjet-Unie, als het met haar tot onderhandelingen komt, inschikkelijker zal zijn en meer tot overleg geneigd zal zijn dan tevoren, doch dit dient afgewacht te worden. Er bestaat toch geen enkele reden om aan te nemen, dat, al verandert de Sovjet-Unie bij haar optreden in taktiek, zij veranderd is ten aanzien van haar voornemen, om, zo de gelegenheid zich daarvoor geschikt voordoet, de revolutie in de gehele wereld tot stand te brengen. xyxy=(467,558,804,839)
service-listing: 's-Gravenhage (geb. M.Luther, Z.Binnensingel 217) 8 uur ds Kruithof; Harderwijk 7 uur dhr Visser; Nederhemert 7 uur ds vd Poel. xyxy=(1200,1722,1542,1750)
edge-fragment: een xyxy=(35,694,59,714)
day-heading: DONDERDAG 13 JANUARI xyxy=(1292,441,1450,455)
section-text: De jaarvergadering van bovengenoemde Statenkring staat D.V. Zaterdag 15 Januari 1955 te Gouda gehouden te worden. Vragen en voorstellen worden gaarne zo spoedig mogelijk ingewacht bij de secretaris, in ieder geval vóór 14 Januari a.s. De contributie over het jaar 1954 (nog enkele over 1953) kan op de vergadering in de pauze betaald worden, of gestort op giro van de heer Joh. v. d. Leo, penningmeester, Prins Hendrikstraat 6b, Alphen a. d. Rijn. Verwacht mag worden, dat alle kiesverenigingen de convocaties ontvangen hebben. Mocht dit niet zo zijn, wil verzoeken alle kiesverenigingen, rescriterende onder bovenbedoelde Statenkring twee afgevaardigden te zenden, terwijl elk lid der partij toegang heeft. xyxy=(467,1521,804,1653)
service-listing: IJsselmuiden 7.30 uur ds Wakker. xyxy=(1200,1471,1356,1485)
edge-fragment: men xyxy=(29,1517,59,1537)
announcement-entry: STREEFKERK: D.V. Maandag 10 Januari a.s., n.m. 7.15 uur, in de Chr. school, Ds. P. Zandt, Ned. Herv. predikant te Delft. Tijdrede. xyxy=(830,386,1176,413)
edge-fragment: men xyxy=(29,1400,59,1420)
section-text: De jaarvergadering van bovengenoemde Statenkring wordt D.V. Zaterdagmiddag 22 Januari 1955 te Delft gehouden in het kerkgebouw der Geref. Gem., Oosteinde 175. Aanvang 3.15 uur n.m. De agenda bevat — buiten de traditionele punten — o.a. de verkiezing van bestuursleden en uitbreiding van de bijzondere vertegenwoordiging van de kiesvereniging. Iedere kiesvereniging in deze kring heeft recht op het zenden van twee afgevaardigden. Het belang van een samenkomst als deze zal niemand ontgaan. Vanzelfsprekend zijn belangstellenden van harte welkom. Voorstellen en vragen voor deze vergadering worden uiterlijk op Zaterdag 15 Januari a.s. ingewacht bij het secretariaat: Dennelaan 37, Rijswijk (Z.H.), Telef. 119581. xyxy=(467,1330,804,1476)
edge-fragment: olge xyxy=(29,200,59,220)
service-listing: Amersfoort (Muurhuizen 10a) 7 uur ds Mallan. xyxy=(1200,394,1420,408)
edge-fragment: zal xyxy=(38,1800,59,1820)
day-heading: ZONDAG 9 JANUARI xyxy=(1308,547,1433,561)
edge-fragment: valt xyxy=(33,1071,59,1091)
advert-heading: VAN DE DOKTER xyxy=(1298,1763,1443,1780)
edge-fragment: nnen xyxy=(25,1682,59,1702)
service-listing: Rotterdam (Vadelandstraat) 8 uur ds Woudwijk; Scheveningen (Keizerstraat 58) 7.30 uur ds van Dijk; Schiedam (Wilhelminaschool) ds Luytjes. xyxy=(1200,939,1542,979)
edge-fragment xyxy=(0,1304,62,1328)
service-listing: Aalburg 9.45 en 6 uur ds Lucas; Apeldoorn 10 en 4 uur ds IJsselstein; 's-Gravenhage (Gaslaan) 10 en 5 uur ds van Dijk; H.I.Ambacht 2 x ds vd Breevaart; Monster 10 en 4 uur ds van Zon; Rotterdam (Diebedarstraat) 10 en 5 uur ds Woudwijk; Rotterdam (Slaghekstraat) 10 en 5 uur ds Huisman; Schiedam 10 en 5 uur ds Luytjes; Terneuzen 9.30, 2 en 6 uur ds de Reuver. xyxy=(1200,843,1542,923)
edge-fragment: dat xyxy=(37,1753,59,1773)
edge-fragment: ooit xyxy=(31,341,59,361)
edge-fragment: kan- xyxy=(28,882,59,902)
edge-fragment: oort- xyxy=(25,2247,59,2267)
section-signature: K. CHR. HOEKSTEIN, secretaris xyxy=(633,1479,804,1493)
day-heading: DINSDAG 11 JANUARI xyxy=(1303,926,1439,939)
service-listing: Gouda 10 en 5 uur ds Grisniot. xyxy=(1200,1395,1343,1409)
edge-fragment xyxy=(0,1328,62,1351)
day-heading: DONDERDAG 13 JANUARI xyxy=(1292,1336,1450,1349)
service-listing: Apeldoorn 7.15 uur ds IJsselstein. xyxy=(1200,1038,1358,1052)
edge-fragment: on- xyxy=(35,1047,59,1067)
church-heading: GEREF. GEM. IN NEDERLAND xyxy=(1276,311,1465,324)
church-heading: GEREF. GEM. o. 't KRUIS xyxy=(1292,1099,1449,1113)
